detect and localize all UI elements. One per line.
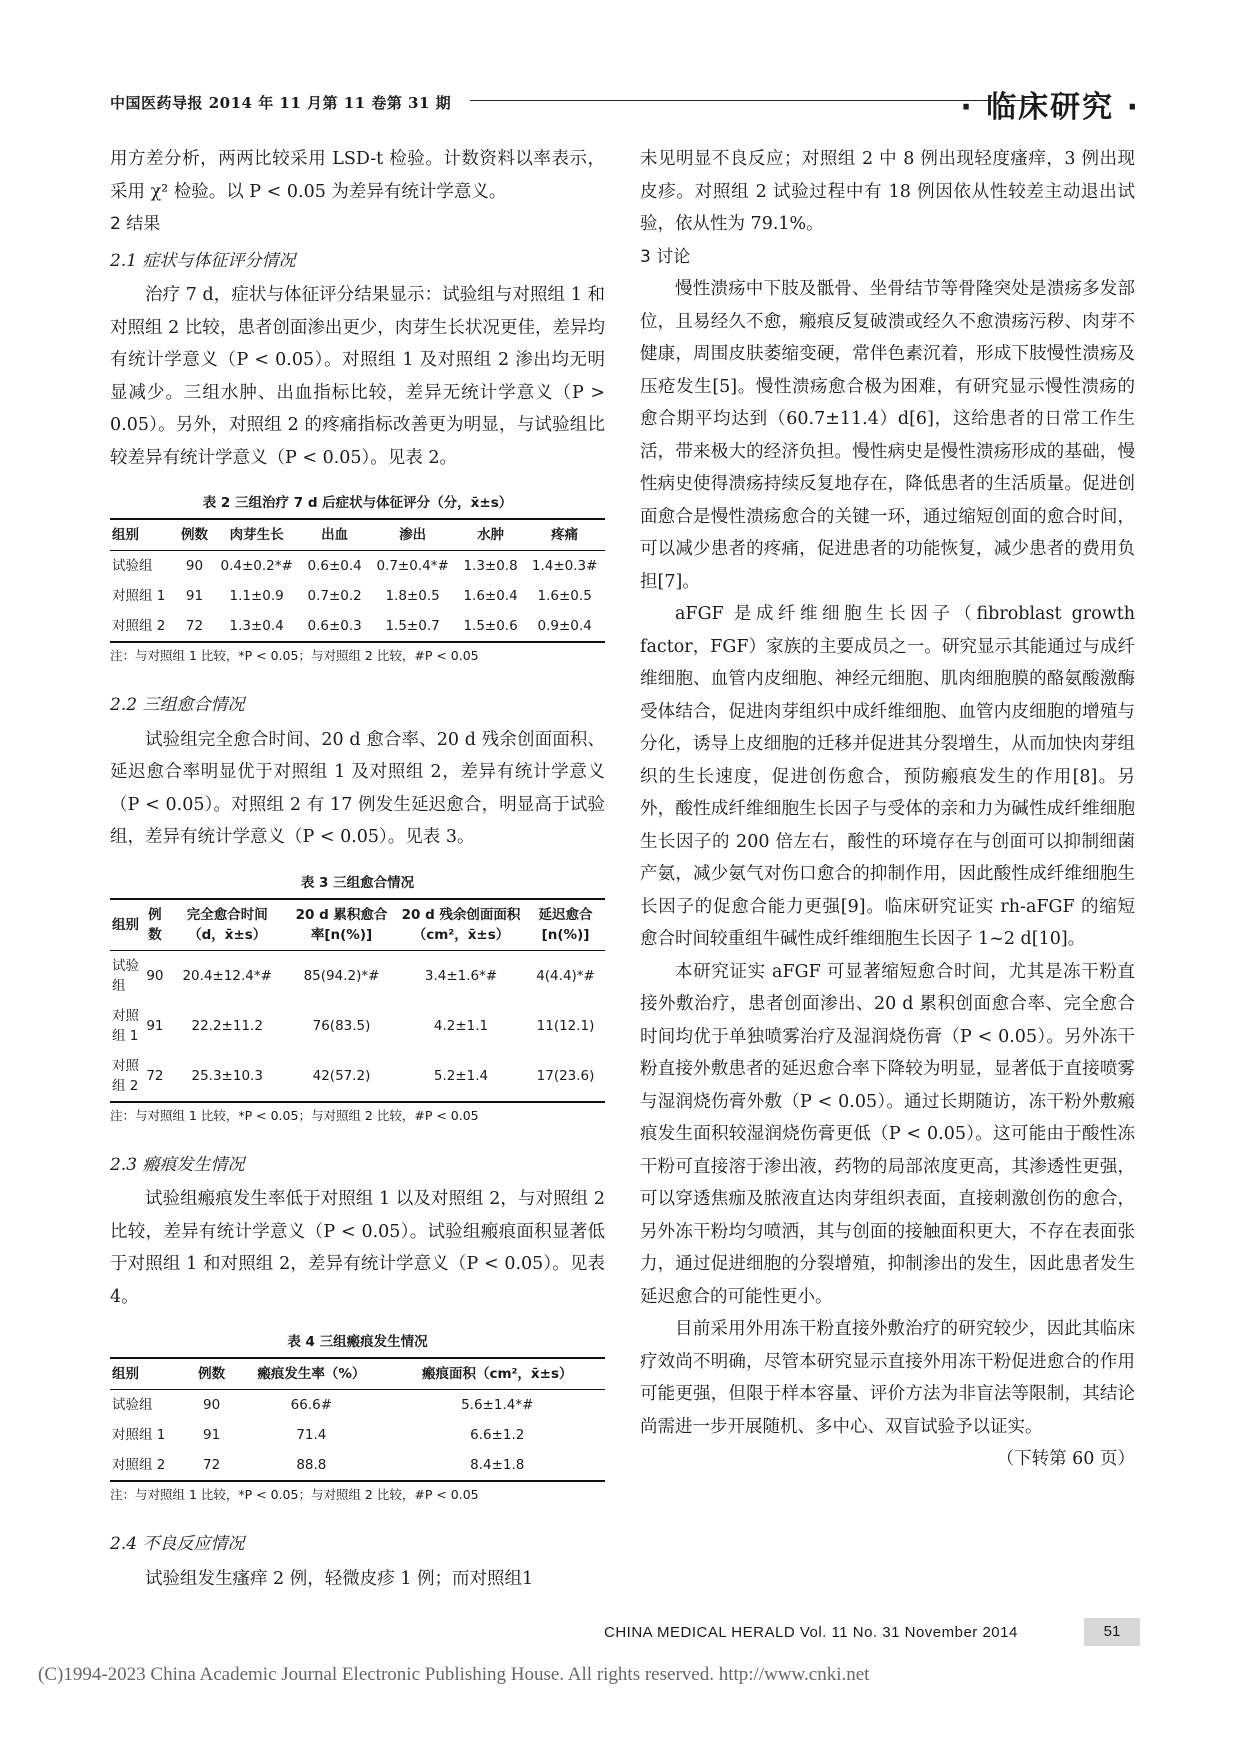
journal-english-line: CHINA MEDICAL HERALD Vol. 11 No. 31 November 2014 <box>604 1624 1018 1641</box>
table-cell: 1.1±0.9 <box>229 588 284 604</box>
table-cell: 对照组 1 <box>112 1007 139 1044</box>
table-cell: 91 <box>146 1017 164 1034</box>
table-cell: 90 <box>203 1397 221 1413</box>
table-row <box>110 1420 605 1450</box>
paragraph-2-2: 试验组完全愈合时间、20 d 愈合率、20 d 残余创面面积、延迟愈合率明显优于对照组 1 及对照组 2，差异有统计学意义（P < 0.05）。对照组 2 有 17 例发生延迟愈合，明显高于试验组，差异有统计学意义（P < 0.05）。见表 3。 <box>110 729 605 847</box>
table-cell: 1.6±0.4 <box>463 588 518 604</box>
paragraph-2-1: 治疗 7 d，症状与体征评分结果显示：试验组与对照组 1 和对照组 2 比较，患者创面渗出更少，肉芽生长状况更佳，差异均有统计学意义（P < 0.05）。对照组 1 及对照组 2 渗出均无明显减少。三组水肿、出血指标比较，差异无统计学意义（P > 0.05）。另外，对照组 2 的疼痛指标改善更为明显，与试验组比较差异有统计学意义（P < 0.05）。见表 2。 <box>110 285 605 468</box>
table-header-cell: 肉芽生长 <box>212 519 300 551</box>
discussion-paragraph-2: aFGF 是成纤维细胞生长因子（fibroblast growth factor，FGF）家族的主要成员之一。研究显示其能通过与成纤维细胞、血管内皮细胞、神经元细胞、肌肉细胞膜的酪氨酸激酶受体结合，促进肉芽组织中成纤维细胞、血管内皮细胞的增殖与分化，诱导上皮细胞的迁移并促进其分裂增生，从而加快肉芽组织的生长速度，促进创伤愈合，预防瘢痕发生的作用[8]。另外，酸性成纤维细胞生长因子与受体的亲和力为碱性成纤维细胞生长因子的 200 倍左右，酸性的环境存在与创面可以抑制细菌产氨，减少氨气对伤口愈合的抑制作用，因此酸性成纤维细胞生长因子的促愈合能力更强[9]。临床研究证实 rh-aFGF 的缩短愈合时间较重组牛碱性成纤维细胞生长因子 1~2 d[10]。 <box>640 604 1135 949</box>
table-cell: 42(57.2) <box>287 1051 396 1102</box>
table-cell: 3.4±1.6*# <box>424 967 498 984</box>
table-cell: 17(23.6) <box>526 1051 605 1102</box>
table-row <box>110 950 605 1001</box>
table-cell: 0.6±0.3 <box>301 611 369 642</box>
table-cell: 66.6# <box>290 1397 333 1413</box>
table-cell: 5.6±1.4*# <box>461 1397 534 1413</box>
table-cell: 88.8 <box>233 1450 389 1481</box>
table-3-grid <box>110 898 605 1103</box>
table-cell: 11(12.1) <box>536 1017 595 1034</box>
table-cell: 1.5±0.6 <box>457 611 525 642</box>
table-cell: 0.7±0.4*# <box>376 558 449 574</box>
table-2-title: 表 2 三组治疗 7 d 后症状与体征评分（分，x̄±s） <box>202 495 513 511</box>
section-label: · 临床研究 · <box>960 90 1140 125</box>
table-2-note: 注：与对照组 1 比较，*P < 0.05；与对照组 2 比较，#P < 0.05 <box>110 648 479 663</box>
table-3-note: 注：与对照组 1 比较，*P < 0.05；与对照组 2 比较，#P < 0.05 <box>110 1107 479 1123</box>
table-cell: 对照组 1 <box>112 1427 166 1443</box>
table-cell: 0.4±0.2*# <box>220 558 293 574</box>
table-cell: 0.9±0.4 <box>524 611 605 642</box>
table-cell: 1.3±0.8 <box>463 558 518 574</box>
table-header-cell: 水肿 <box>457 519 525 551</box>
table-cell: 72 <box>177 611 213 642</box>
subsection-heading-2-2: 2.2 三组愈合情况 <box>110 695 245 715</box>
table-row <box>110 1450 605 1481</box>
table-header-cell: 20 d 残余创面面积（cm²，x̄±s） <box>396 899 526 951</box>
paragraph-2-4-continued: 未见明显不良反应；对照组 2 中 8 例出现轻度瘙痒，3 例出现皮疹。对照组 2 试验过程中有 18 例因依从性较差主动退出试验，依从性为 79.1%。 <box>640 149 1135 234</box>
subsection-heading-2-1: 2.1 症状与体征评分情况 <box>110 250 296 271</box>
table-cell: 91 <box>185 588 204 604</box>
table-cell: 0.6±0.4 <box>307 558 362 574</box>
table-row <box>110 1051 605 1102</box>
discussion-paragraph-1: 慢性溃疡中下肢及骶骨、坐骨结节等骨隆突处是溃疡多发部位，且易经久不愈，瘢痕反复破溃或经久不愈溃疡污秽、肉芽不健康，周围皮肤萎缩变硬，常伴色素沉着，形成下肢慢性溃疡及压疮发生[5]。慢性溃疡愈合极为困难，有研究显示慢性溃疡的愈合期平均达到（60.7±11.4）d[6]，这给患者的日常工作生活，带来极大的经济负担。慢性病史是慢性溃疡形成的基础，慢性病史使得溃疡持续反复地存在，降低患者的生活质量。促进创面愈合是慢性溃疡愈合的关键一环，通过缩短创面的愈合时间，可以减少患者的疼痛，促进患者的功能恢复，减少患者的费用负担[7]。 <box>640 279 1135 592</box>
table-cell: 90 <box>146 967 164 984</box>
table-cell: 91 <box>203 1427 221 1443</box>
table-header-cell: 组别 <box>110 519 177 551</box>
table-3 <box>110 872 605 1127</box>
table-cell: 8.4±1.8 <box>389 1450 605 1481</box>
table-header-cell: 例数 <box>177 519 213 551</box>
subsection-heading-2-4: 2.4 不良反应情况 <box>110 1534 245 1554</box>
table-cell: 71.4 <box>296 1427 327 1443</box>
table-cell: 85(94.2)*# <box>303 967 380 984</box>
table-2-grid <box>110 518 605 643</box>
table-row <box>110 1390 605 1421</box>
table-row <box>110 551 605 582</box>
table-cell: 1.3±0.4 <box>212 611 300 642</box>
table-header-cell: 例数 <box>190 1358 233 1390</box>
right-column <box>640 143 1135 1476</box>
table-2 <box>110 492 605 667</box>
paragraph-2-4: 试验组发生瘙痒 2 例，轻微皮疹 1 例；而对照组1 <box>145 1568 534 1589</box>
table-cell: 76(83.5) <box>312 1017 371 1034</box>
section-heading-discussion: 3 讨论 <box>640 246 691 267</box>
table-row <box>110 1001 605 1051</box>
table-row <box>110 581 605 611</box>
section-heading-results: 2 结果 <box>110 214 161 234</box>
table-cell: 22.2±11.2 <box>191 1017 263 1034</box>
paragraph-2-3: 试验组瘢痕发生率低于对照组 1 以及对照组 2，与对照组 2 比较，差异有统计学意义（P < 0.05）。试验组瘢痕面积显著低于对照组 1 和对照组 2，差异有统计学意义（P < 0.05）。见表 4。 <box>110 1189 605 1307</box>
table-cell: 试验组 <box>112 1397 153 1413</box>
table-3-title: 表 3 三组愈合情况 <box>300 874 415 891</box>
copyright-watermark: (C)1994-2023 China Academic Journal Electronic Publishing House. All rights reserved. http://www.cnki.net <box>38 1664 870 1685</box>
table-cell: 72 <box>190 1450 233 1481</box>
table-4 <box>110 1331 605 1506</box>
table-cell: 对照组 2 <box>110 1450 190 1481</box>
continued-note: （下转第 60 页） <box>996 1449 1135 1469</box>
table-cell: 试验组 <box>112 957 139 994</box>
table-cell: 对照组 2 <box>110 1051 142 1102</box>
table-cell: 4(4.4)*# <box>536 967 595 984</box>
table-cell: 6.6±1.2 <box>470 1427 525 1443</box>
table-cell: 对照组 1 <box>112 588 166 604</box>
table-header-cell: 完全愈合时间（d，x̄±s） <box>167 899 287 951</box>
table-cell: 0.7±0.2 <box>307 588 362 604</box>
table-header-cell: 出血 <box>301 519 369 551</box>
table-header-cell: 例数 <box>142 899 167 951</box>
table-4-grid <box>110 1357 605 1482</box>
table-cell: 25.3±10.3 <box>167 1051 287 1102</box>
table-cell: 5.2±1.4 <box>396 1051 526 1102</box>
table-cell: 1.8±0.5 <box>385 588 440 604</box>
journal-issue-line: 中国医药导报 2014 年 11 月第 11 卷第 31 期 <box>110 94 452 112</box>
table-cell: 对照组 2 <box>110 611 177 642</box>
table-header-cell: 延迟愈合[n(%)] <box>526 899 605 951</box>
table-cell: 90 <box>185 558 204 574</box>
subsection-heading-2-3: 2.3 瘢痕发生情况 <box>110 1154 245 1175</box>
table-row <box>110 611 605 642</box>
page-footer <box>560 1618 1140 1646</box>
table-4-title: 表 4 三组瘢痕发生情况 <box>287 1334 428 1350</box>
discussion-paragraph-3: 本研究证实 aFGF 可显著缩短愈合时间，尤其是冻干粉直接外敷治疗，患者创面渗出、20 d 累积创面愈合率、完全愈合时间均优于单独喷雾治疗及湿润烧伤膏（P < 0.05）。另外冻干粉直接外敷患者的延迟愈合率下降较为明显，显著低于直接喷雾与湿润烧伤膏外敷（P < 0.05）。通过长期随访，冻干粉外敷瘢痕发生面积较湿润烧伤膏更低（P < 0.05）。这可能由于酸性冻干粉可直接溶于渗出液，药物的局部浓度更高，其渗透性更强，可以穿透焦痂及脓液直达肉芽组织表面，直接刺激创伤的愈合，另外冻干粉均匀喷洒，其与创面的接触面积更大，不存在表面张力，通过促进细胞的分裂增殖，抑制渗出的发生，因此患者发生延迟愈合的可能性更小。 <box>640 961 1135 1307</box>
table-cell: 20.4±12.4*# <box>182 967 272 984</box>
page-number: 51 <box>1084 1618 1140 1646</box>
table-header-cell: 组别 <box>110 1358 190 1390</box>
table-4-note: 注：与对照组 1 比较，*P < 0.05；与对照组 2 比较，#P < 0.05 <box>110 1487 479 1502</box>
table-header-cell: 组别 <box>110 899 142 951</box>
table-cell: 1.5±0.7 <box>368 611 456 642</box>
table-header-cell: 疼痛 <box>524 519 605 551</box>
table-cell: 1.6±0.5 <box>537 588 592 604</box>
table-header-cell: 渗出 <box>368 519 456 551</box>
discussion-paragraph-4: 目前采用外用冻干粉直接外敷治疗的研究较少，因此其临床疗效尚不明确，尽管本研究显示直接外用冻干粉促进愈合的作用可能更强，但限于样本容量、评价方法为非盲法等限制，其结论尚需进一步开展随机、多中心、双盲试验予以证实。 <box>640 1319 1135 1437</box>
table-header-cell: 20 d 累积愈合率[n(%)] <box>287 899 396 951</box>
table-cell: 1.4±0.3# <box>531 558 598 574</box>
table-cell: 试验组 <box>112 558 153 574</box>
header-rule <box>470 100 1030 101</box>
table-header-cell: 瘢痕发生率（%） <box>233 1358 389 1390</box>
page-header <box>110 86 1140 126</box>
table-header-cell: 瘢痕面积（cm²，x̄±s） <box>389 1358 605 1390</box>
left-column <box>110 143 605 1595</box>
table-cell: 4.2±1.1 <box>433 1017 489 1034</box>
methods-paragraph: 用方差分析，两两比较采用 LSD-t 检验。计数资料以率表示，采用 χ² 检验。以 P < 0.05 为差异有统计学意义。 <box>110 149 605 202</box>
table-cell: 72 <box>142 1051 167 1102</box>
